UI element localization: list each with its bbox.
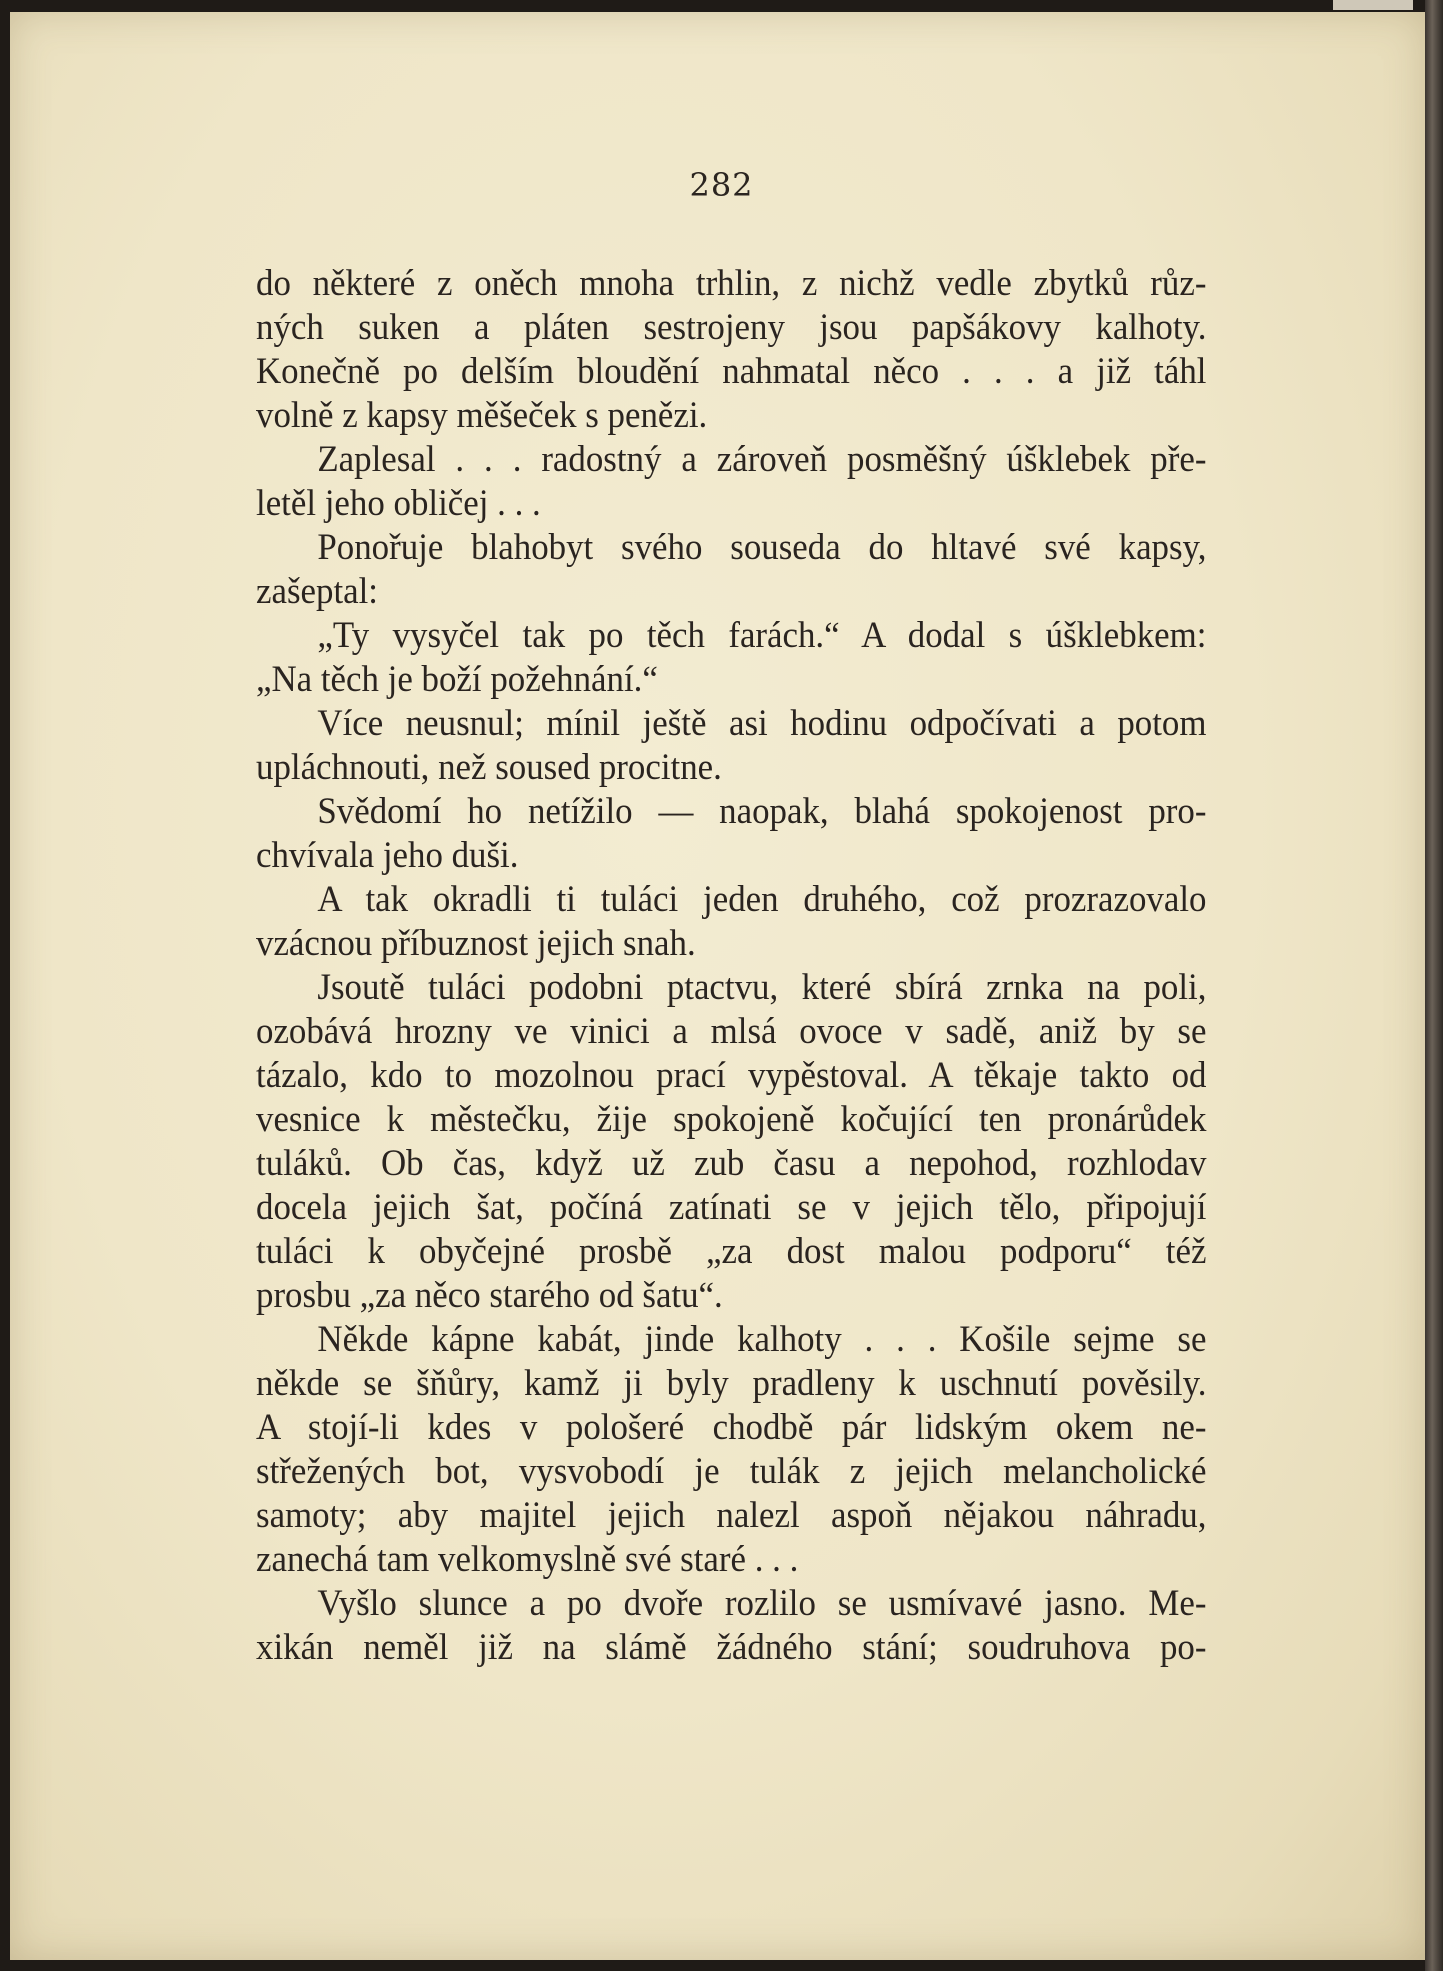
text-line: samoty; aby majitel jejich nalezl aspoň nějakou náhradu,: [256, 1495, 1207, 1536]
text-line: xikán neměl již na slámě žádného stání; soudruhova po-: [256, 1627, 1207, 1668]
text-line: tuláků. Ob čas, když už zub času a nepohod, rozhlodav: [256, 1143, 1207, 1184]
text-line: Jsoutě tuláci podobni ptactvu, které sbírá zrnka na poli,: [317, 967, 1207, 1008]
text-line: zanechá tam velkomyslně své staré . . .: [256, 1539, 799, 1580]
text-line: někde se šňůry, kamž ji byly pradleny k uschnutí pověsily.: [256, 1363, 1207, 1404]
text-line: Ponořuje blahobyt svého souseda do hltavé své kapsy,: [317, 527, 1207, 568]
text-line: upláchnouti, než soused procitne.: [256, 747, 722, 788]
text-line: letěl jeho obličej . . .: [256, 483, 541, 524]
text-line: „Ty vysyčel tak po těch farách.“ A dodal s úšklebkem:: [317, 615, 1207, 656]
text-line: volně z kapsy měšeček s penězi.: [256, 395, 708, 436]
text-line: střežených bot, vysvobodí je tulák z jejich melancholické: [256, 1451, 1207, 1492]
page-edge-shadow: [1425, 0, 1443, 1971]
body-text: [256, 262, 1206, 1670]
text-line: vesnice k městečku, žije spokojeně kočující ten pronárůdek: [256, 1099, 1207, 1140]
text-line: Svědomí ho netížilo — naopak, blahá spokojenost pro-: [317, 791, 1207, 832]
text-line: ných suken a pláten sestrojeny jsou papšákovy kalhoty.: [256, 307, 1207, 348]
text-line: Konečně po delším bloudění nahmatal něco . . . a již táhl: [256, 351, 1207, 392]
text-line: Vyšlo slunce a po dvoře rozlilo se usmívavé jasno. Me-: [317, 1583, 1207, 1624]
text-line: tuláci k obyčejné prosbě „za dost malou podporu“ též: [256, 1231, 1207, 1272]
text-line: Zaplesal . . . radostný a zároveň posměšný úšklebek pře-: [317, 439, 1207, 480]
text-line: Někde kápne kabát, jinde kalhoty . . . Košile sejme se: [317, 1319, 1207, 1360]
page-edge-highlight: [1333, 0, 1413, 10]
text-line: docela jejich šat, počíná zatínati se v jejich tělo, připojují: [256, 1187, 1207, 1228]
page-number: 282: [689, 166, 754, 204]
text-line: „Na těch je boží požehnání.“: [256, 659, 658, 700]
text-line: zašeptal:: [256, 571, 379, 612]
text-line: ozobává hrozny ve vinici a mlsá ovoce v sadě, aniž by se: [256, 1011, 1207, 1052]
text-line: A tak okradli ti tuláci jeden druhého, což prozrazovalo: [317, 879, 1207, 920]
text-line: Více neusnul; mínil ještě asi hodinu odpočívati a potom: [317, 703, 1207, 744]
text-line: vzácnou příbuznost jejich snah.: [256, 923, 696, 964]
text-line: do některé z oněch mnoha trhlin, z nichž vedle zbytků růz-: [256, 263, 1207, 304]
text-line: prosbu „za něco starého od šatu“.: [256, 1275, 723, 1316]
text-line: chvívala jeho duši.: [256, 835, 519, 876]
text-line: A stojí-li kdes v pološeré chodbě pár lidským okem ne-: [256, 1407, 1207, 1448]
text-line: tázalo, kdo to mozolnou prací vypěstoval. A těkaje takto od: [256, 1055, 1207, 1096]
